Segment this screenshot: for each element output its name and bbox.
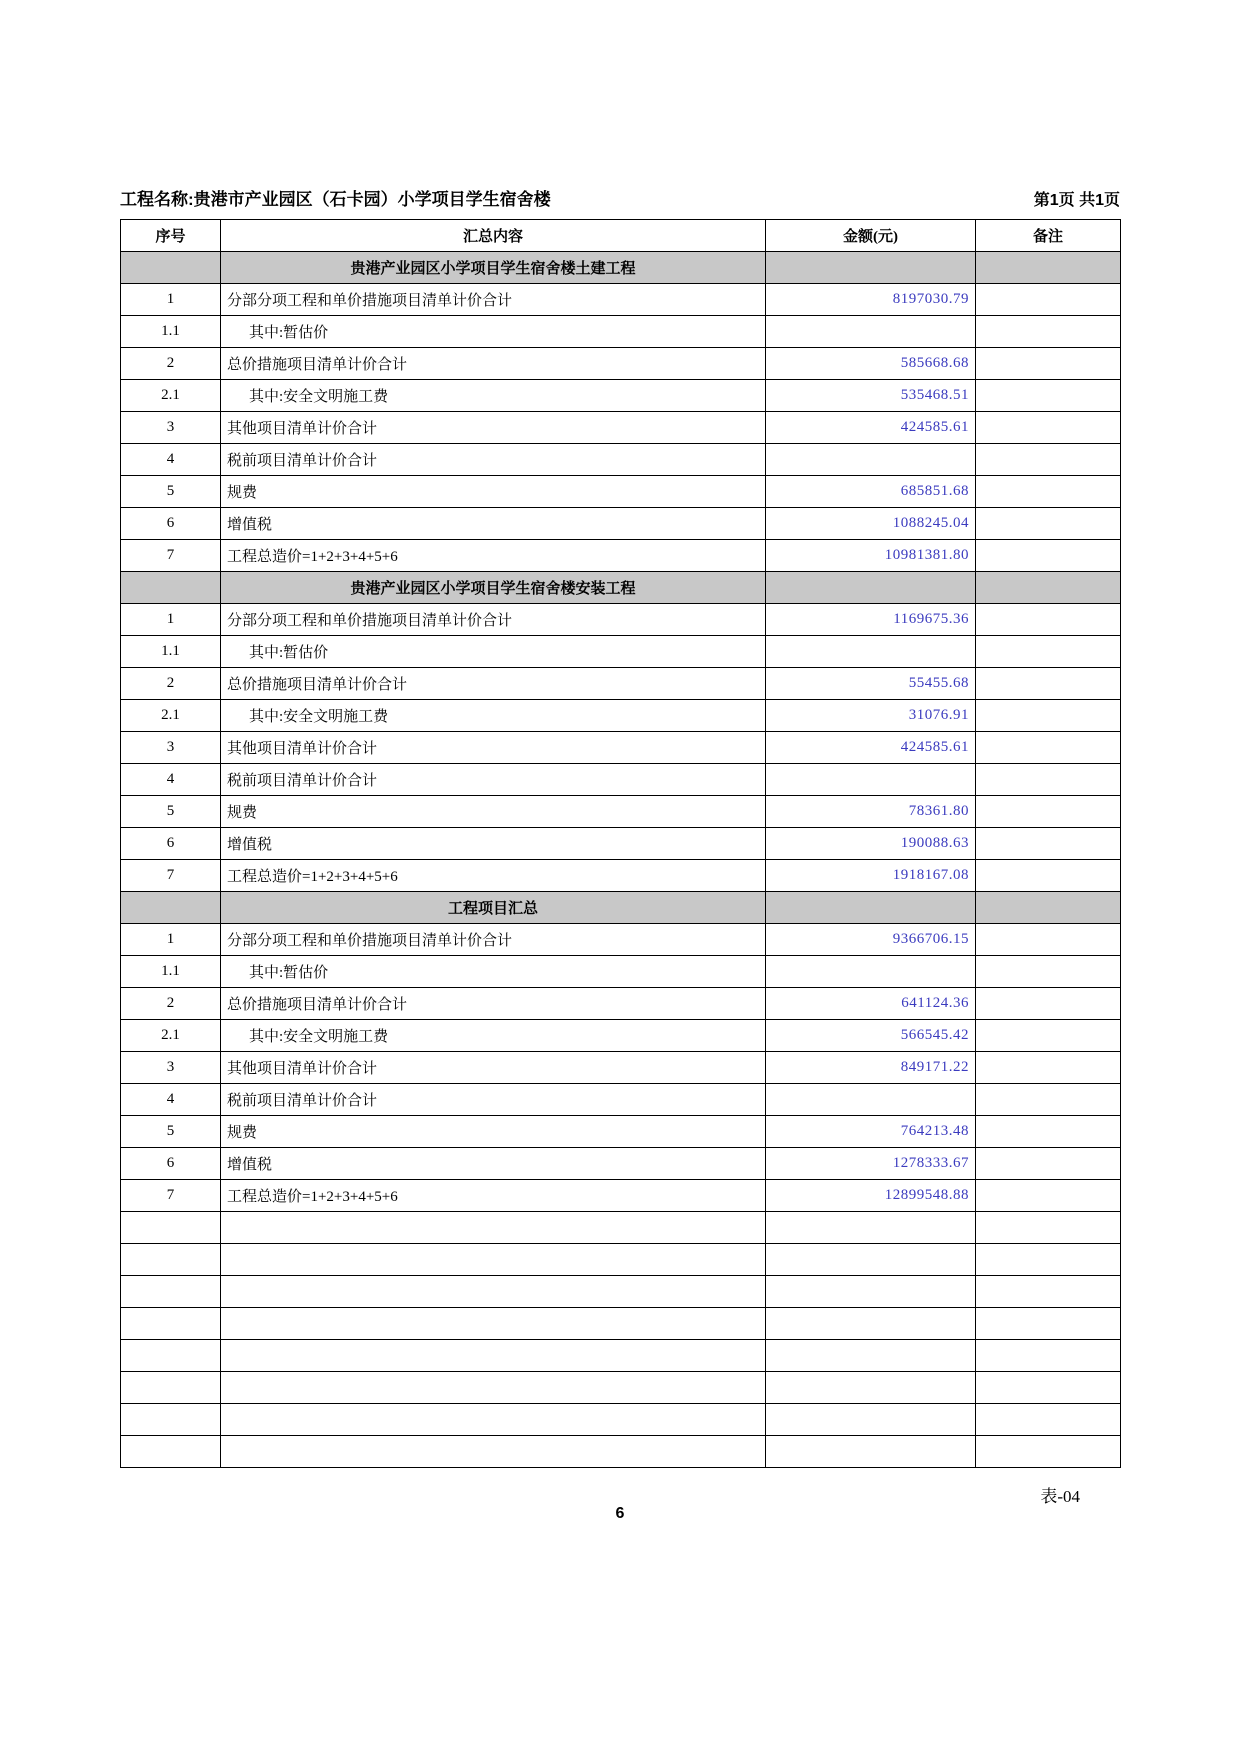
row-number: 4 <box>121 764 221 796</box>
row-number: 7 <box>121 540 221 572</box>
row-number: 2 <box>121 668 221 700</box>
row-number: 6 <box>121 828 221 860</box>
row-number: 3 <box>121 1052 221 1084</box>
table-row <box>121 764 1121 796</box>
column-header-content: 汇总内容 <box>221 220 766 252</box>
empty-cell <box>221 1212 766 1244</box>
empty-cell <box>221 1372 766 1404</box>
row-amount <box>766 956 976 988</box>
row-amount: 8197030.79 <box>766 284 976 316</box>
empty-cell <box>121 1212 221 1244</box>
row-number: 1 <box>121 604 221 636</box>
table-row <box>121 1180 1121 1212</box>
table-empty-row <box>121 1308 1121 1340</box>
row-amount: 78361.80 <box>766 796 976 828</box>
table-group-row <box>121 252 1121 284</box>
table-row <box>121 732 1121 764</box>
row-description: 其他项目清单计价合计 <box>221 412 766 444</box>
table-body <box>121 252 1121 1468</box>
empty-cell <box>221 1276 766 1308</box>
row-amount <box>766 764 976 796</box>
row-number: 2 <box>121 988 221 1020</box>
page-number-label: 6 <box>615 1505 625 1522</box>
row-remark <box>976 668 1121 700</box>
empty-cell <box>221 1308 766 1340</box>
row-description: 总价措施项目清单计价合计 <box>221 988 766 1020</box>
row-description: 其中:安全文明施工费 <box>221 1020 766 1052</box>
row-remark <box>976 828 1121 860</box>
row-amount: 849171.22 <box>766 1052 976 1084</box>
row-number: 5 <box>121 796 221 828</box>
project-name-label: 工程名称:贵港市产业园区（石卡园）小学项目学生宿舍楼 <box>120 190 551 209</box>
row-amount: 424585.61 <box>766 732 976 764</box>
empty-cell <box>976 1372 1121 1404</box>
row-amount: 9366706.15 <box>766 924 976 956</box>
row-description: 税前项目清单计价合计 <box>221 1084 766 1116</box>
row-amount: 55455.68 <box>766 668 976 700</box>
row-number: 4 <box>121 444 221 476</box>
table-row <box>121 988 1121 1020</box>
row-number: 2.1 <box>121 380 221 412</box>
table-row <box>121 1020 1121 1052</box>
row-description: 总价措施项目清单计价合计 <box>221 668 766 700</box>
table-row <box>121 860 1121 892</box>
table-row <box>121 668 1121 700</box>
row-amount <box>766 1084 976 1116</box>
row-amount: 190088.63 <box>766 828 976 860</box>
table-row <box>121 1084 1121 1116</box>
row-remark <box>976 636 1121 668</box>
empty-cell <box>221 1436 766 1468</box>
row-remark <box>976 348 1121 380</box>
row-remark <box>976 540 1121 572</box>
table-header <box>121 220 1121 252</box>
row-description: 分部分项工程和单价措施项目清单计价合计 <box>221 284 766 316</box>
row-remark <box>976 412 1121 444</box>
sheet-container <box>120 185 1120 1507</box>
row-number: 1.1 <box>121 956 221 988</box>
empty-cell <box>766 1404 976 1436</box>
sheet-header <box>120 185 1120 210</box>
row-description: 税前项目清单计价合计 <box>221 444 766 476</box>
empty-cell <box>221 1340 766 1372</box>
row-description: 规费 <box>221 796 766 828</box>
group-row-spacer <box>976 252 1121 284</box>
row-number: 5 <box>121 476 221 508</box>
empty-cell <box>976 1340 1121 1372</box>
group-title: 贵港产业园区小学项目学生宿舍楼土建工程 <box>221 252 766 284</box>
row-remark <box>976 860 1121 892</box>
row-description: 总价措施项目清单计价合计 <box>221 348 766 380</box>
row-description: 其他项目清单计价合计 <box>221 1052 766 1084</box>
row-number: 3 <box>121 412 221 444</box>
row-remark <box>976 1084 1121 1116</box>
row-remark <box>976 604 1121 636</box>
table-row <box>121 1116 1121 1148</box>
row-description: 工程总造价=1+2+3+4+5+6 <box>221 1180 766 1212</box>
summary-table <box>120 219 1121 1468</box>
row-remark <box>976 476 1121 508</box>
table-empty-row <box>121 1436 1121 1468</box>
row-amount <box>766 444 976 476</box>
empty-cell <box>121 1340 221 1372</box>
table-row <box>121 476 1121 508</box>
row-remark <box>976 764 1121 796</box>
empty-cell <box>766 1340 976 1372</box>
table-empty-row <box>121 1212 1121 1244</box>
table-row <box>121 284 1121 316</box>
row-description: 税前项目清单计价合计 <box>221 764 766 796</box>
group-row-spacer <box>976 572 1121 604</box>
row-remark <box>976 284 1121 316</box>
empty-cell <box>766 1244 976 1276</box>
row-number: 6 <box>121 508 221 540</box>
column-header-amount: 金额(元) <box>766 220 976 252</box>
empty-cell <box>766 1276 976 1308</box>
row-description: 增值税 <box>221 828 766 860</box>
row-description: 分部分项工程和单价措施项目清单计价合计 <box>221 604 766 636</box>
table-empty-row <box>121 1404 1121 1436</box>
row-number: 1 <box>121 284 221 316</box>
table-row <box>121 700 1121 732</box>
row-description: 其中:安全文明施工费 <box>221 700 766 732</box>
group-row-spacer <box>121 252 221 284</box>
row-remark <box>976 380 1121 412</box>
row-remark <box>976 508 1121 540</box>
table-empty-row <box>121 1276 1121 1308</box>
row-description: 其中:暂估价 <box>221 636 766 668</box>
row-amount: 685851.68 <box>766 476 976 508</box>
row-amount: 424585.61 <box>766 412 976 444</box>
empty-cell <box>766 1436 976 1468</box>
table-empty-row <box>121 1340 1121 1372</box>
table-row <box>121 604 1121 636</box>
table-header-row <box>121 220 1121 252</box>
empty-cell <box>766 1372 976 1404</box>
row-number: 6 <box>121 1148 221 1180</box>
group-row-spacer <box>121 892 221 924</box>
table-row <box>121 380 1121 412</box>
column-header-remark: 备注 <box>976 220 1121 252</box>
row-remark <box>976 988 1121 1020</box>
row-number: 4 <box>121 1084 221 1116</box>
table-group-row <box>121 892 1121 924</box>
empty-cell <box>121 1244 221 1276</box>
row-amount: 31076.91 <box>766 700 976 732</box>
empty-cell <box>976 1308 1121 1340</box>
row-amount <box>766 316 976 348</box>
row-number: 1.1 <box>121 636 221 668</box>
row-number: 5 <box>121 1116 221 1148</box>
table-row <box>121 796 1121 828</box>
group-title: 工程项目汇总 <box>221 892 766 924</box>
table-empty-row <box>121 1244 1121 1276</box>
row-amount <box>766 636 976 668</box>
row-description: 分部分项工程和单价措施项目清单计价合计 <box>221 924 766 956</box>
empty-cell <box>221 1404 766 1436</box>
group-row-spacer <box>121 572 221 604</box>
row-number: 1 <box>121 924 221 956</box>
row-amount: 1169675.36 <box>766 604 976 636</box>
row-remark <box>976 1148 1121 1180</box>
row-remark <box>976 1180 1121 1212</box>
table-row <box>121 508 1121 540</box>
row-description: 其他项目清单计价合计 <box>221 732 766 764</box>
row-remark <box>976 956 1121 988</box>
row-remark <box>976 444 1121 476</box>
table-group-row <box>121 572 1121 604</box>
row-description: 工程总造价=1+2+3+4+5+6 <box>221 540 766 572</box>
table-row <box>121 1148 1121 1180</box>
column-header-no: 序号 <box>121 220 221 252</box>
row-amount: 1278333.67 <box>766 1148 976 1180</box>
row-number: 2.1 <box>121 700 221 732</box>
row-description: 其中:暂估价 <box>221 956 766 988</box>
empty-cell <box>976 1436 1121 1468</box>
form-code-label: 表-04 <box>1040 1487 1080 1506</box>
row-remark <box>976 700 1121 732</box>
group-title: 贵港产业园区小学项目学生宿舍楼安装工程 <box>221 572 766 604</box>
empty-cell <box>766 1308 976 1340</box>
row-amount: 1088245.04 <box>766 508 976 540</box>
table-row <box>121 636 1121 668</box>
row-remark <box>976 924 1121 956</box>
row-amount: 10981381.80 <box>766 540 976 572</box>
row-description: 工程总造价=1+2+3+4+5+6 <box>221 860 766 892</box>
empty-cell <box>121 1276 221 1308</box>
row-remark <box>976 732 1121 764</box>
empty-cell <box>976 1244 1121 1276</box>
empty-cell <box>121 1308 221 1340</box>
row-number: 1.1 <box>121 316 221 348</box>
row-amount: 641124.36 <box>766 988 976 1020</box>
row-amount: 1918167.08 <box>766 860 976 892</box>
empty-cell <box>976 1212 1121 1244</box>
row-amount: 566545.42 <box>766 1020 976 1052</box>
row-number: 3 <box>121 732 221 764</box>
empty-cell <box>121 1404 221 1436</box>
row-number: 2 <box>121 348 221 380</box>
group-row-spacer <box>766 892 976 924</box>
table-row <box>121 828 1121 860</box>
row-amount: 535468.51 <box>766 380 976 412</box>
row-amount: 12899548.88 <box>766 1180 976 1212</box>
table-empty-row <box>121 1372 1121 1404</box>
empty-cell <box>221 1244 766 1276</box>
empty-cell <box>976 1276 1121 1308</box>
row-description: 其中:暂估价 <box>221 316 766 348</box>
table-row <box>121 1052 1121 1084</box>
empty-cell <box>121 1436 221 1468</box>
table-row <box>121 348 1121 380</box>
row-remark <box>976 1020 1121 1052</box>
row-remark <box>976 1116 1121 1148</box>
group-row-spacer <box>766 252 976 284</box>
row-description: 增值税 <box>221 508 766 540</box>
row-description: 规费 <box>221 476 766 508</box>
group-row-spacer <box>976 892 1121 924</box>
table-row <box>121 412 1121 444</box>
table-row <box>121 924 1121 956</box>
row-number: 7 <box>121 1180 221 1212</box>
table-row <box>121 316 1121 348</box>
page-info-label: 第1页 共1页 <box>1033 192 1120 209</box>
row-remark <box>976 316 1121 348</box>
row-number: 7 <box>121 860 221 892</box>
empty-cell <box>121 1372 221 1404</box>
row-remark <box>976 796 1121 828</box>
group-row-spacer <box>766 572 976 604</box>
row-description: 增值税 <box>221 1148 766 1180</box>
row-description: 规费 <box>221 1116 766 1148</box>
row-remark <box>976 1052 1121 1084</box>
empty-cell <box>766 1212 976 1244</box>
row-description: 其中:安全文明施工费 <box>221 380 766 412</box>
table-row <box>121 444 1121 476</box>
row-amount: 764213.48 <box>766 1116 976 1148</box>
row-amount: 585668.68 <box>766 348 976 380</box>
row-number: 2.1 <box>121 1020 221 1052</box>
table-row <box>121 956 1121 988</box>
empty-cell <box>976 1404 1121 1436</box>
table-row <box>121 540 1121 572</box>
